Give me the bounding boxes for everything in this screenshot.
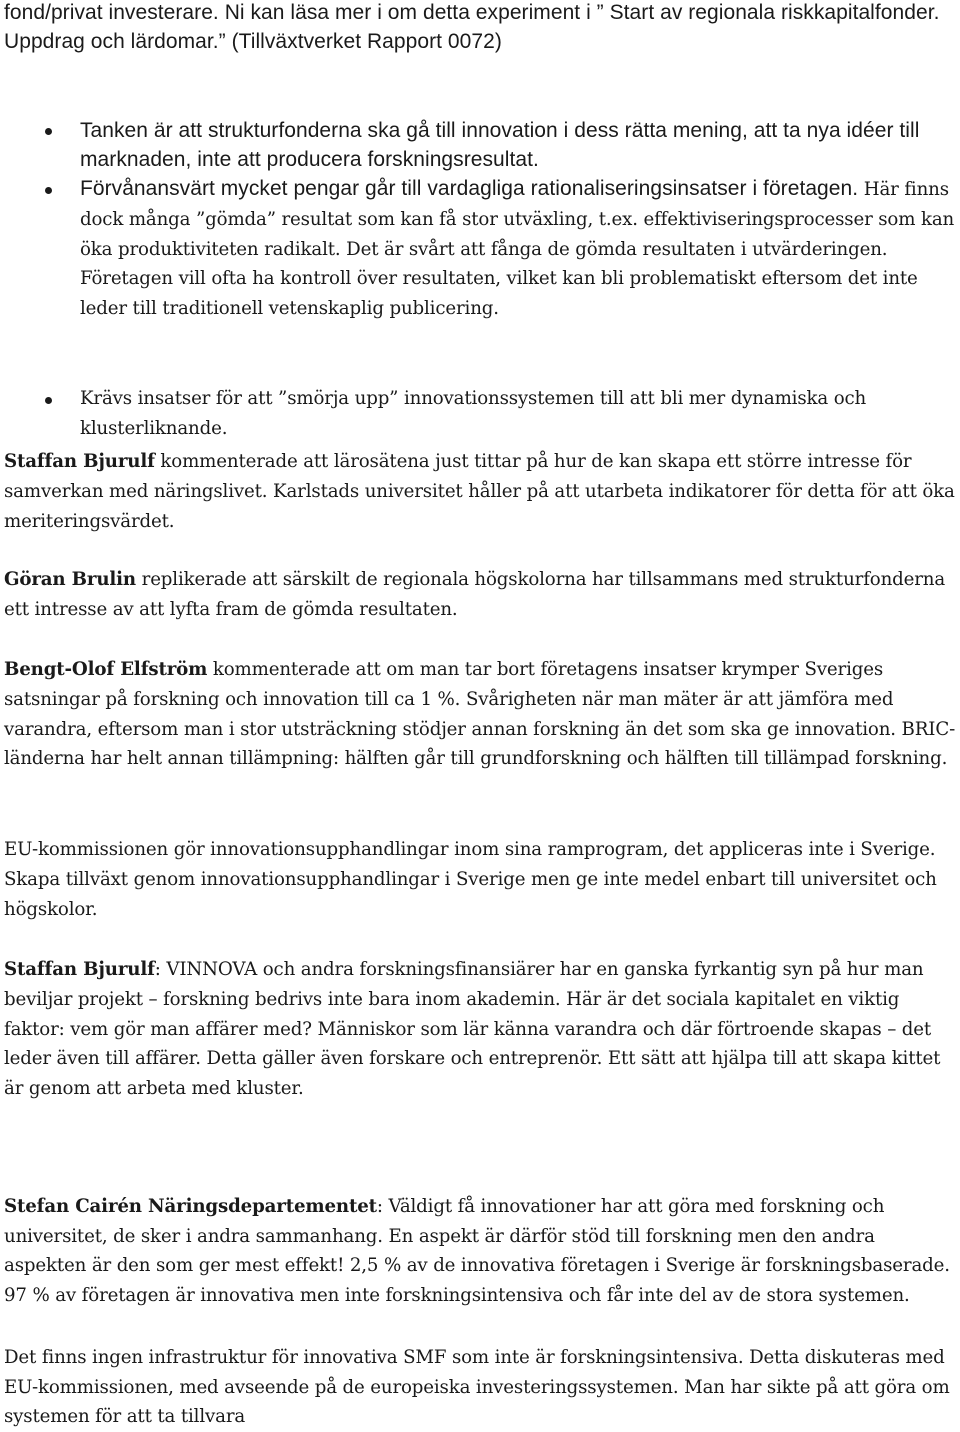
paragraph-bjurulf-1: [4, 447, 956, 536]
speaker-name: Göran Brulin: [4, 569, 137, 590]
paragraph-text: kommenterade att lärosätena just tittar på hur de kan skapa ett större intresse för samverkan med näringslivet. Karlstads universitet håller på att utarbeta indikatorer för detta för att öka meriteringsvärdet.: [4, 451, 955, 532]
paragraph-text: replikerade att särskilt de regionala högskolorna har tillsammans med strukturfonderna ett intresse av att lyfta fram de gömda resultaten.: [4, 569, 946, 620]
speaker-name: Bengt-Olof Elfström: [4, 659, 208, 680]
bullet-text: Tanken är att strukturfonderna ska gå till innovation i dess rätta mening, att ta nya idéer till marknaden, inte att producera forskningsresultat.: [80, 119, 920, 171]
paragraph-text: : Väldigt få innovationer har att göra med forskning och universitet, de sker i andra sammanhang. En aspekt är därför stöd till forskning men den andra aspekten är den som ger mest effekt! 2,5 % av de innovativa företagen i Sverige är forskningsbaserade. 97 % av företagen är innovativa men inte forskningsintensiva och får inte del av de stora systemen.: [4, 1196, 950, 1306]
paragraph-text: Det finns ingen infrastruktur för innovativa SMF som inte är forskningsintensiva. Detta diskuteras med EU-kommissionen, med avseende på de europeiska investeringssystemen. Man har sikte på att göra om systemen för att ta tillvara: [4, 1347, 950, 1427]
bullet-dot-icon: [45, 397, 52, 404]
paragraph-brulin: [4, 565, 956, 625]
paragraph-eu-kommissionen: [4, 835, 956, 924]
bullet-dot-icon: [45, 187, 52, 194]
paragraph-elfstrom: [4, 655, 956, 774]
bullet-text-sans: Förvånansvärt mycket pengar går till vardagliga rationaliseringsinsatser i företagen.: [80, 177, 859, 200]
bullet-item: [4, 174, 956, 384]
paragraph-text: kommenterade att om man tar bort företagens insatser krymper Sveriges satsningar på forskning och innovation till ca 1 %. Svårigheten när man mäter är att jämföra med varandra, eftersom man i stor utsträckning stödjer annan forskning än det som ska ge innovation. BRIC-länderna har helt annan tillämpning: hälften går till grundforskning och hälften till tillämpad forskning.: [4, 659, 956, 770]
speaker-name: Stefan Cairén Näringsdepartementet: [4, 1196, 377, 1217]
speaker-name: Staffan Bjurulf: [4, 451, 155, 472]
paragraph-text: : VINNOVA och andra forskningsfinansiärer har en ganska fyrkantig syn på hur man beviljar projekt – forskning bedrivs inte bara inom akademin. Här är det sociala kapitalet en viktig faktor: vem gör man affärer med? Människor som lär känna varandra och där förtroende skapas – det leder även till affärer. Detta gäller även forskare och entreprenör. Ett sätt att hjälpa till att skapa kittet är genom att arbeta med kluster.: [4, 959, 941, 1100]
intro-paragraph: fond/privat investerare. Ni kan läsa mer i om detta experiment i ” Start av regionala riskkapitalfonder. Uppdrag och lärdomar.” (Tillväxtverket Rapport 0072): [4, 1, 940, 53]
bullet-dot-icon: [45, 128, 52, 135]
bullet-text: [80, 174, 956, 324]
paragraph-text: EU-kommissionen gör innovationsupphandlingar inom sina ramprogram, det appliceras inte i Sverige. Skapa tillväxt genom innovationsupphandlingar i Sverige men ge inte medel enbart till universitet och högskolor.: [4, 839, 937, 920]
bullet-item: [4, 116, 956, 174]
paragraph-bjurulf-2: [4, 955, 956, 1104]
speaker-name: Staffan Bjurulf: [4, 959, 155, 980]
paragraph-infrastruktur: [4, 1343, 956, 1432]
bullet-text: Krävs insatser för att ”smörja upp” innovationssystemen till att bli mer dynamiska och klusterliknande.: [80, 388, 867, 439]
paragraph-cairen: [4, 1192, 956, 1310]
bullet-item: [4, 384, 956, 444]
bullet-list: [4, 116, 956, 444]
bullet-text-serif: Här finns dock många ”gömda” resultat som kan få stor utväxling, t.ex. effektiviseringsprocesser som kan öka produktiviteten radikalt. Det är svårt att fånga de gömda resultaten i utvärderingen. Företagen vill ofta ha kontroll över resultaten, vilket kan bli problematiskt eftersom det inte leder till traditionell vetenskaplig publicering.: [80, 179, 955, 320]
